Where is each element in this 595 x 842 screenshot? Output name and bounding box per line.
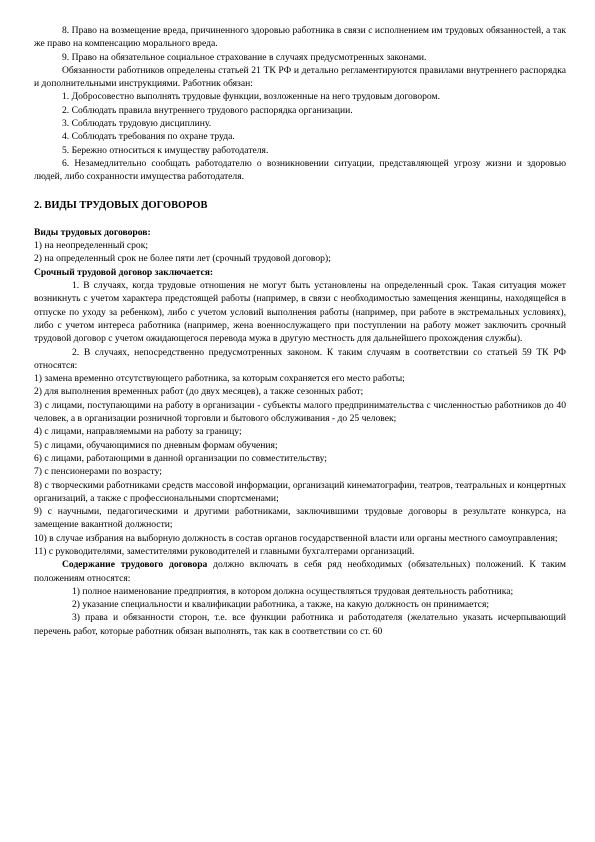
list-item: 9) с научными, педагогическими и другими работниками, заключившими трудовые договоры в результате конкурса, на замещение вакантной должности;: [34, 506, 566, 531]
list-item: 10) в случае избрания на выборную должность в состав органов государственной власти или органы местного самоуправления;: [34, 532, 558, 544]
list-item: 6) с лицами, работающими в данной организации по совместительству;: [34, 452, 327, 464]
list-item: 2. Соблюдать правила внутреннего трудового распорядка организации.: [62, 104, 353, 116]
paragraph: 8. Право на возмещение вреда, причиненного здоровью работника в связи с исполнением им трудовых обязанностей, а так же право на компенсацию морального вреда.: [34, 25, 566, 50]
list-item: 3. Соблюдать трудовую дисциплину.: [62, 118, 212, 130]
content-lead-bold: Содержание трудового договора: [62, 559, 208, 571]
contract-types-block: [34, 226, 566, 266]
list-item: 1) замена временно отсутствующего работника, за которым сохраняется его место работы;: [34, 373, 405, 385]
list-item: 1) на неопределенный срок;: [34, 240, 149, 252]
list-item: 3) права и обязанности сторон, т.е. все функции работника и работодателя (желательно указать исчерпывающий перечень работ, которые работник обязан выполнять, так как в соответствии со ст. 60: [34, 612, 566, 637]
list-item: 4. Соблюдать требования по охране труда.: [62, 131, 235, 143]
paragraph: 9. Право на обязательное социальное страхование в случаях предусмотренных законами.: [62, 51, 427, 63]
list-item: 2) указание специальности и квалификации работника, а также, на какую должность он принимается;: [72, 599, 490, 611]
types-title: Виды трудовых договоров:: [34, 226, 151, 238]
fixed-term-block: [34, 266, 566, 559]
paragraph: 2. В случаях, непосредственно предусмотренных законом. К таким случаям в соответствии со статьей 59 ТК РФ относятся:: [34, 346, 566, 371]
list-item: 2) на определенный срок не более пяти лет (срочный трудовой договор);: [34, 253, 331, 265]
list-item: 4) с лицами, направляемыми на работу за границу;: [34, 426, 242, 438]
fixed-term-title: Срочный трудовой договор заключается:: [34, 266, 214, 278]
content-lead-rest: должно включать в себя ряд необходимых (обязательных) положений. К таким положениям относятся:: [34, 559, 566, 584]
list-item: 2) для выполнения временных работ (до двух месяцев), а также сезонных работ;: [34, 386, 364, 398]
document-page: [34, 24, 566, 638]
list-item: 8) с творческими работниками средств массовой информации, организаций кинематографии, театров, театральных и концертных организаций, а также с профессиональными спортсменами;: [34, 479, 566, 504]
list-item: 6. Незамедлительно сообщать работодателю о возникновении ситуации, представляющей угрозу жизни и здоровью людей, либо сохранности имущества работодателя.: [34, 157, 566, 183]
list-item: 11) с руководителями, заместителями руководителей и главными бухгалтерами организаций.: [34, 545, 415, 557]
paragraph: Обязанности работников определены статьей 21 ТК РФ и детально регламентируются правилами внутреннего распорядка и дополнительными инструкциями. Работник обязан:: [34, 64, 566, 90]
rights-and-duties-block: [34, 24, 566, 184]
list-item: 7) с пенсионерами по возрасту;: [34, 466, 162, 478]
list-item: 5. Бережно относиться к имуществу работодателя.: [62, 144, 269, 156]
paragraph: 1. В случаях, когда трудовые отношения не могут быть установлены на определенный срок. Такая ситуация может возникнуть с учетом характера предстоящей работы (например, в связи с необходимостью замещения женщины, находящейся в отпуске по уходу за ребенком), либо с учетом условий выполнения работы (например, при работе в экстремальных условиях), либо с учетом интереса работника (например, жена военнослужащего при поступлении на работу может заключить срочный трудовой договор с учетом ожидающегося перевода мужа в другую местность для дальнейшего прохождения службы).: [34, 280, 566, 345]
section-heading: 2. ВИДЫ ТРУДОВЫХ ДОГОВОРОВ: [34, 199, 208, 211]
list-item: 5) с лицами, обучающимися по дневным формам обучения;: [34, 439, 278, 451]
contract-content-block: [34, 558, 566, 638]
list-item: 3) с лицами, поступающими на работу в организации - субъекты малого предпринимательства с численностью работников до 40 человек, а в организации розничной торговли и бытового обслуживания - до 25 человек;: [34, 399, 566, 425]
list-item: 1) полное наименование предприятия, в котором должна осуществляться трудовая деятельность работника;: [72, 585, 514, 597]
list-item: 1. Добросовестно выполнять трудовые функции, возложенные на него трудовым договором.: [62, 91, 440, 103]
paragraph: [34, 558, 566, 585]
